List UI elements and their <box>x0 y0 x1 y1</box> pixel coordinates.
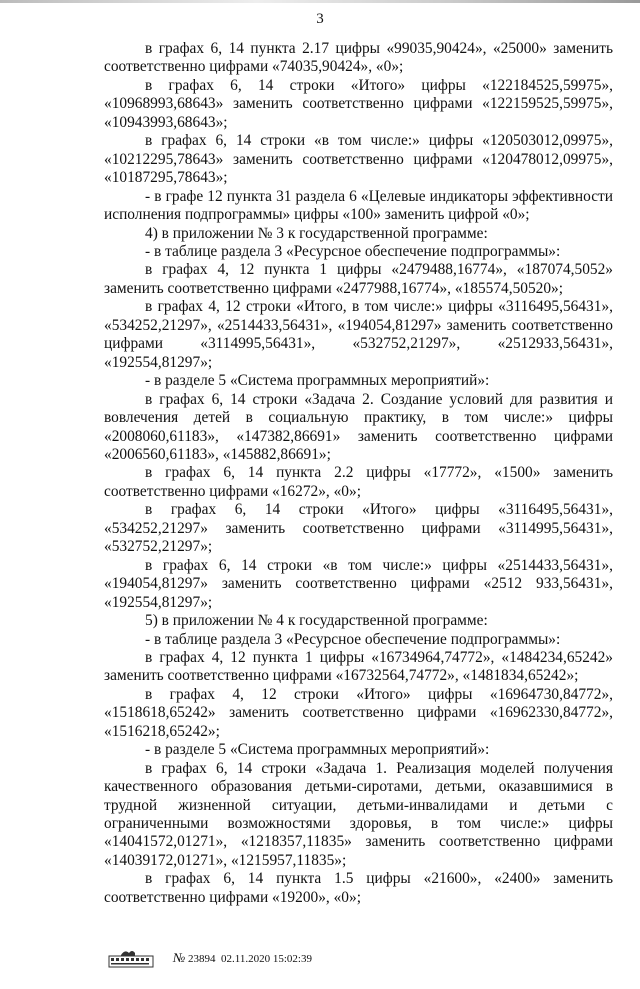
document-registration <box>173 951 312 966</box>
paragraph: - в разделе 5 «Система программных мероприятий»: <box>145 372 490 390</box>
registration-footer <box>107 947 613 969</box>
paragraph: в графах 6, 14 строки «Итого» цифры «122184525,59975», «10968993,68643» заменить соответственно цифрами «122159525,59975», «10943993,68643»; <box>104 76 613 131</box>
paragraph: в графах 6, 14 строки «в том числе:» цифры «2514433,56431», «194054,81297» заменить соответственно цифрами «2512 933,56431», «192554,81297»; <box>104 556 613 611</box>
paragraph: в графах 6, 14 пункта 2.17 цифры «99035,90424», «25000» заменить соответственно цифрами «74035,90424», «0»; <box>104 40 613 76</box>
paragraph: в графах 6, 14 строки «Задача 2. Создание условий для развития и вовлечения детей в социальную практику, в том числе:» цифры «2008060,61183», «147382,86691» заменить соответственно цифрами «2006560,61183», «145882,86691»; <box>104 390 613 463</box>
paragraph: в графах 6, 14 пункта 1.5 цифры «21600», «2400» заменить соответственно цифрами «19200», «0»; <box>104 870 613 906</box>
paragraph: в графах 6, 14 строки «Итого» цифры «3116495,56431», «534252,21297» заменить соответственно цифрами «3114995,56431», «532752,21297»; <box>104 501 613 556</box>
paragraph: в графах 6, 14 строки «в том числе:» цифры «120503012,09975», «10212295,78643» заменить соответственно цифрами «120478012,09975», «10187295,78643»; <box>104 132 613 187</box>
paragraph: в графах 6, 14 строки «Задача 1. Реализация моделей получения качественного образования детьми-сиротами, детьми, оказавшимися в трудной жизненной ситуации, детьми-инвалидами и детьми с ограниченными возможностями здоровья, в том числе:» цифры «14041572,01271», «1218357,11835» заменить соответственно цифрами «14039172,01271», «1215957,11835»; <box>104 759 613 869</box>
paragraph: в графах 4, 12 пункта 1 цифры «16734964,74772», «1484234,65242» заменить соответственно цифрами «16732564,74772», «1481834,65242»; <box>104 648 613 685</box>
document-body <box>104 40 613 907</box>
paragraph: - в графе 12 пункта 31 раздела 6 «Целевые индикаторы эффективности исполнения подпрограммы» цифры «100» заменить цифрой «0»; <box>104 187 613 224</box>
paragraph: в графах 4, 12 пункта 1 цифры «2479488,16774», «187074,5052» заменить соответственно цифрами «2477988,16774», «185574,50520»; <box>104 261 613 297</box>
document-number: 23894 <box>188 952 216 965</box>
number-sign: № <box>173 949 186 965</box>
paragraph: в графах 6, 14 пункта 2.2 цифры «17772», «1500» заменить соответственно цифрами «16272», «0»; <box>104 464 613 500</box>
scan-edge <box>0 0 640 3</box>
building-logo-icon <box>107 947 155 969</box>
page-number: 3 <box>316 11 324 27</box>
paragraph: в графах 4, 12 строки «Итого, в том числе:» цифры «3116495,56431», «534252,21297», «2514433,56431», «194054,81297» заменить соответственно цифрами «3114995,56431», «532752,21297», «2512933,56431», «192554,81297»; <box>104 298 613 371</box>
paragraph: - в разделе 5 «Система программных мероприятий»: <box>145 741 490 759</box>
paragraph: в графах 4, 12 строки «Итого» цифры «16964730,84772», «1518618,65242» заменить соответственно цифрами «16962330,84772», «1516218,65242»; <box>104 685 613 740</box>
paragraph: 4) в приложении № 3 к государственной программе: <box>145 224 488 242</box>
registration-datetime: 02.11.2020 15:02:39 <box>221 952 312 965</box>
spacer <box>104 907 613 947</box>
paragraph: - в таблице раздела 3 «Ресурсное обеспечение подпрограммы»: <box>145 630 561 648</box>
paragraph: 5) в приложении № 4 к государственной программе: <box>145 612 488 630</box>
paragraph: - в таблице раздела 3 «Ресурсное обеспечение подпрограммы»: <box>145 242 561 260</box>
